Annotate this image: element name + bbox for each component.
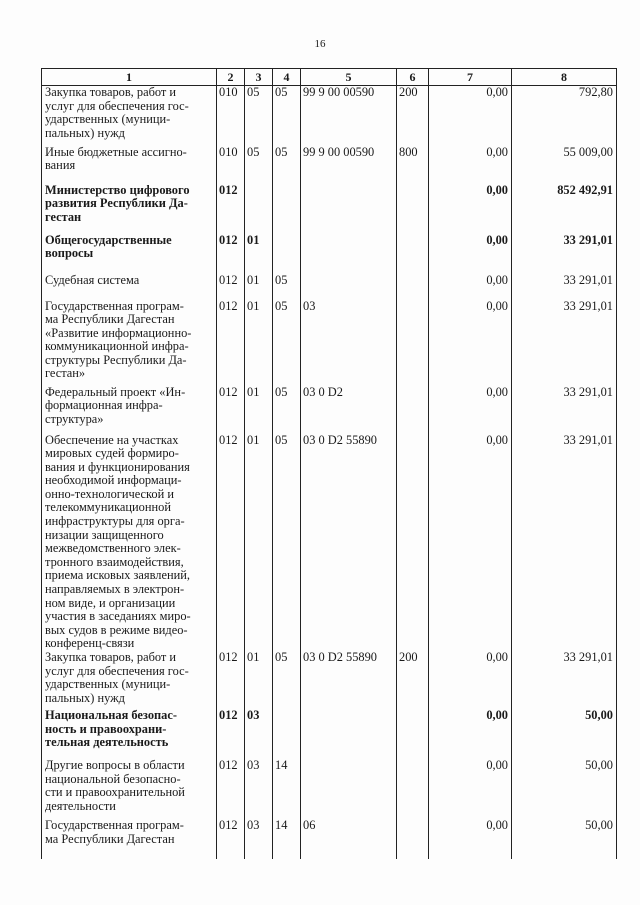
cell-col-4: 05 (273, 434, 301, 652)
cell-col-5: 03 0 D2 55890 (301, 651, 397, 709)
cell-col-8: 33 291,01 (512, 651, 617, 709)
cell-col-6: 200 (397, 651, 429, 709)
cell-col-3: 01 (245, 434, 273, 652)
cell-col-7: 0,00 (429, 819, 512, 859)
cell-col-4: 05 (273, 274, 301, 300)
cell-col-5 (301, 759, 397, 819)
cell-col-8: 852 492,91 (512, 184, 617, 234)
cell-col-8: 50,00 (512, 759, 617, 819)
cell-name: Национальная безопас- ность и правоохрани- тельная деятельность (42, 709, 217, 759)
cell-col-3: 01 (245, 386, 273, 434)
table-row (42, 819, 617, 859)
header-col-4: 4 (273, 69, 301, 86)
cell-col-2: 012 (217, 300, 245, 386)
cell-col-8: 55 009,00 (512, 146, 617, 184)
cell-col-3: 05 (245, 86, 273, 146)
cell-col-4 (273, 184, 301, 234)
cell-col-3 (245, 184, 273, 234)
cell-col-7: 0,00 (429, 234, 512, 274)
cell-col-5: 99 9 00 00590 (301, 86, 397, 146)
cell-col-6 (397, 300, 429, 386)
cell-col-4: 05 (273, 651, 301, 709)
cell-col-7: 0,00 (429, 274, 512, 300)
table-row (42, 300, 617, 386)
cell-col-3: 01 (245, 300, 273, 386)
cell-col-5 (301, 274, 397, 300)
table-row (42, 651, 617, 709)
cell-col-5: 99 9 00 00590 (301, 146, 397, 184)
cell-col-4 (273, 709, 301, 759)
cell-col-5: 06 (301, 819, 397, 859)
cell-col-3: 01 (245, 274, 273, 300)
cell-col-6 (397, 386, 429, 434)
cell-col-2: 010 (217, 86, 245, 146)
cell-name: Закупка товаров, работ и услуг для обеспечения гос- ударственных (муници- пальных) нужд (42, 651, 217, 709)
cell-col-4: 05 (273, 86, 301, 146)
header-col-2: 2 (217, 69, 245, 86)
cell-col-7: 0,00 (429, 759, 512, 819)
cell-col-5: 03 0 D2 55890 (301, 434, 397, 652)
budget-table (41, 68, 617, 859)
cell-col-7: 0,00 (429, 434, 512, 652)
cell-col-3: 03 (245, 819, 273, 859)
cell-name: Государственная програм- ма Республики Дагестан (42, 819, 217, 859)
cell-col-4: 05 (273, 386, 301, 434)
header-col-5: 5 (301, 69, 397, 86)
cell-col-6 (397, 184, 429, 234)
cell-col-6 (397, 759, 429, 819)
header-col-6: 6 (397, 69, 429, 86)
cell-name: Министерство цифрового развития Республики Да- гестан (42, 184, 217, 234)
cell-col-7: 0,00 (429, 709, 512, 759)
cell-col-3: 01 (245, 234, 273, 274)
cell-col-2: 012 (217, 651, 245, 709)
cell-col-2: 012 (217, 386, 245, 434)
cell-col-4: 14 (273, 759, 301, 819)
cell-col-6: 800 (397, 146, 429, 184)
cell-col-4: 05 (273, 300, 301, 386)
cell-col-8: 33 291,01 (512, 274, 617, 300)
cell-col-3: 03 (245, 759, 273, 819)
cell-name: Судебная система (42, 274, 217, 300)
cell-col-2: 012 (217, 274, 245, 300)
cell-col-3: 05 (245, 146, 273, 184)
page-number: 16 (314, 38, 326, 50)
cell-col-8: 33 291,01 (512, 234, 617, 274)
table-row (42, 709, 617, 759)
cell-name: Обеспечение на участках мировых судей формиро- вания и функционирования необходимой информаци- онно-технологической и телекоммуникационной инфраструктуры для орга- низации защищенного межведомственного элек- тронного взаимодействия, приема исковых заявлений, направляемых в электрон- ном виде, и организации участия в заседаниях миро- вых судов в режиме видео- конференц-связи (42, 434, 217, 652)
table-row (42, 146, 617, 184)
cell-col-6 (397, 274, 429, 300)
header-col-3: 3 (245, 69, 273, 86)
cell-col-7: 0,00 (429, 300, 512, 386)
cell-col-6: 200 (397, 86, 429, 146)
cell-name: Иные бюджетные ассигно- вания (42, 146, 217, 184)
cell-name: Другие вопросы в области национальной безопасно- сти и правоохранительной деятельности (42, 759, 217, 819)
cell-col-5 (301, 184, 397, 234)
cell-col-8: 50,00 (512, 819, 617, 859)
cell-col-8: 50,00 (512, 709, 617, 759)
cell-col-7: 0,00 (429, 146, 512, 184)
table-row (42, 86, 617, 146)
table-row (42, 759, 617, 819)
cell-col-2: 012 (217, 434, 245, 652)
table-row (42, 274, 617, 300)
cell-col-6 (397, 709, 429, 759)
cell-col-5 (301, 709, 397, 759)
table-row (42, 434, 617, 652)
cell-col-2: 012 (217, 184, 245, 234)
cell-col-2: 012 (217, 234, 245, 274)
cell-col-3: 01 (245, 651, 273, 709)
table-row (42, 234, 617, 274)
cell-col-7: 0,00 (429, 86, 512, 146)
table-row (42, 184, 617, 234)
cell-col-5 (301, 234, 397, 274)
table-body (42, 86, 617, 860)
cell-name: Общегосударственные вопросы (42, 234, 217, 274)
cell-col-7: 0,00 (429, 184, 512, 234)
cell-col-6 (397, 819, 429, 859)
cell-name: Закупка товаров, работ и услуг для обеспечения гос- ударственных (муници- пальных) нужд (42, 86, 217, 146)
header-row (42, 69, 617, 86)
cell-col-2: 012 (217, 709, 245, 759)
cell-name: Государственная програм- ма Республики Дагестан «Развитие информационно- коммуникационной инфра- структуры Республики Да- гестан» (42, 300, 217, 386)
cell-col-8: 33 291,01 (512, 434, 617, 652)
cell-col-8: 33 291,01 (512, 300, 617, 386)
cell-col-2: 010 (217, 146, 245, 184)
cell-col-8: 792,80 (512, 86, 617, 146)
cell-col-5: 03 0 D2 (301, 386, 397, 434)
header-col-7: 7 (429, 69, 512, 86)
header-col-1: 1 (42, 69, 217, 86)
cell-col-5: 03 (301, 300, 397, 386)
table-row (42, 386, 617, 434)
cell-col-3: 03 (245, 709, 273, 759)
cell-name: Федеральный проект «Ин- формационная инфра- структура» (42, 386, 217, 434)
cell-col-4: 14 (273, 819, 301, 859)
header-col-8: 8 (512, 69, 617, 86)
cell-col-6 (397, 234, 429, 274)
cell-col-4 (273, 234, 301, 274)
cell-col-4: 05 (273, 146, 301, 184)
cell-col-6 (397, 434, 429, 652)
cell-col-8: 33 291,01 (512, 386, 617, 434)
cell-col-2: 012 (217, 819, 245, 859)
cell-col-7: 0,00 (429, 651, 512, 709)
cell-col-7: 0,00 (429, 386, 512, 434)
cell-col-2: 012 (217, 759, 245, 819)
